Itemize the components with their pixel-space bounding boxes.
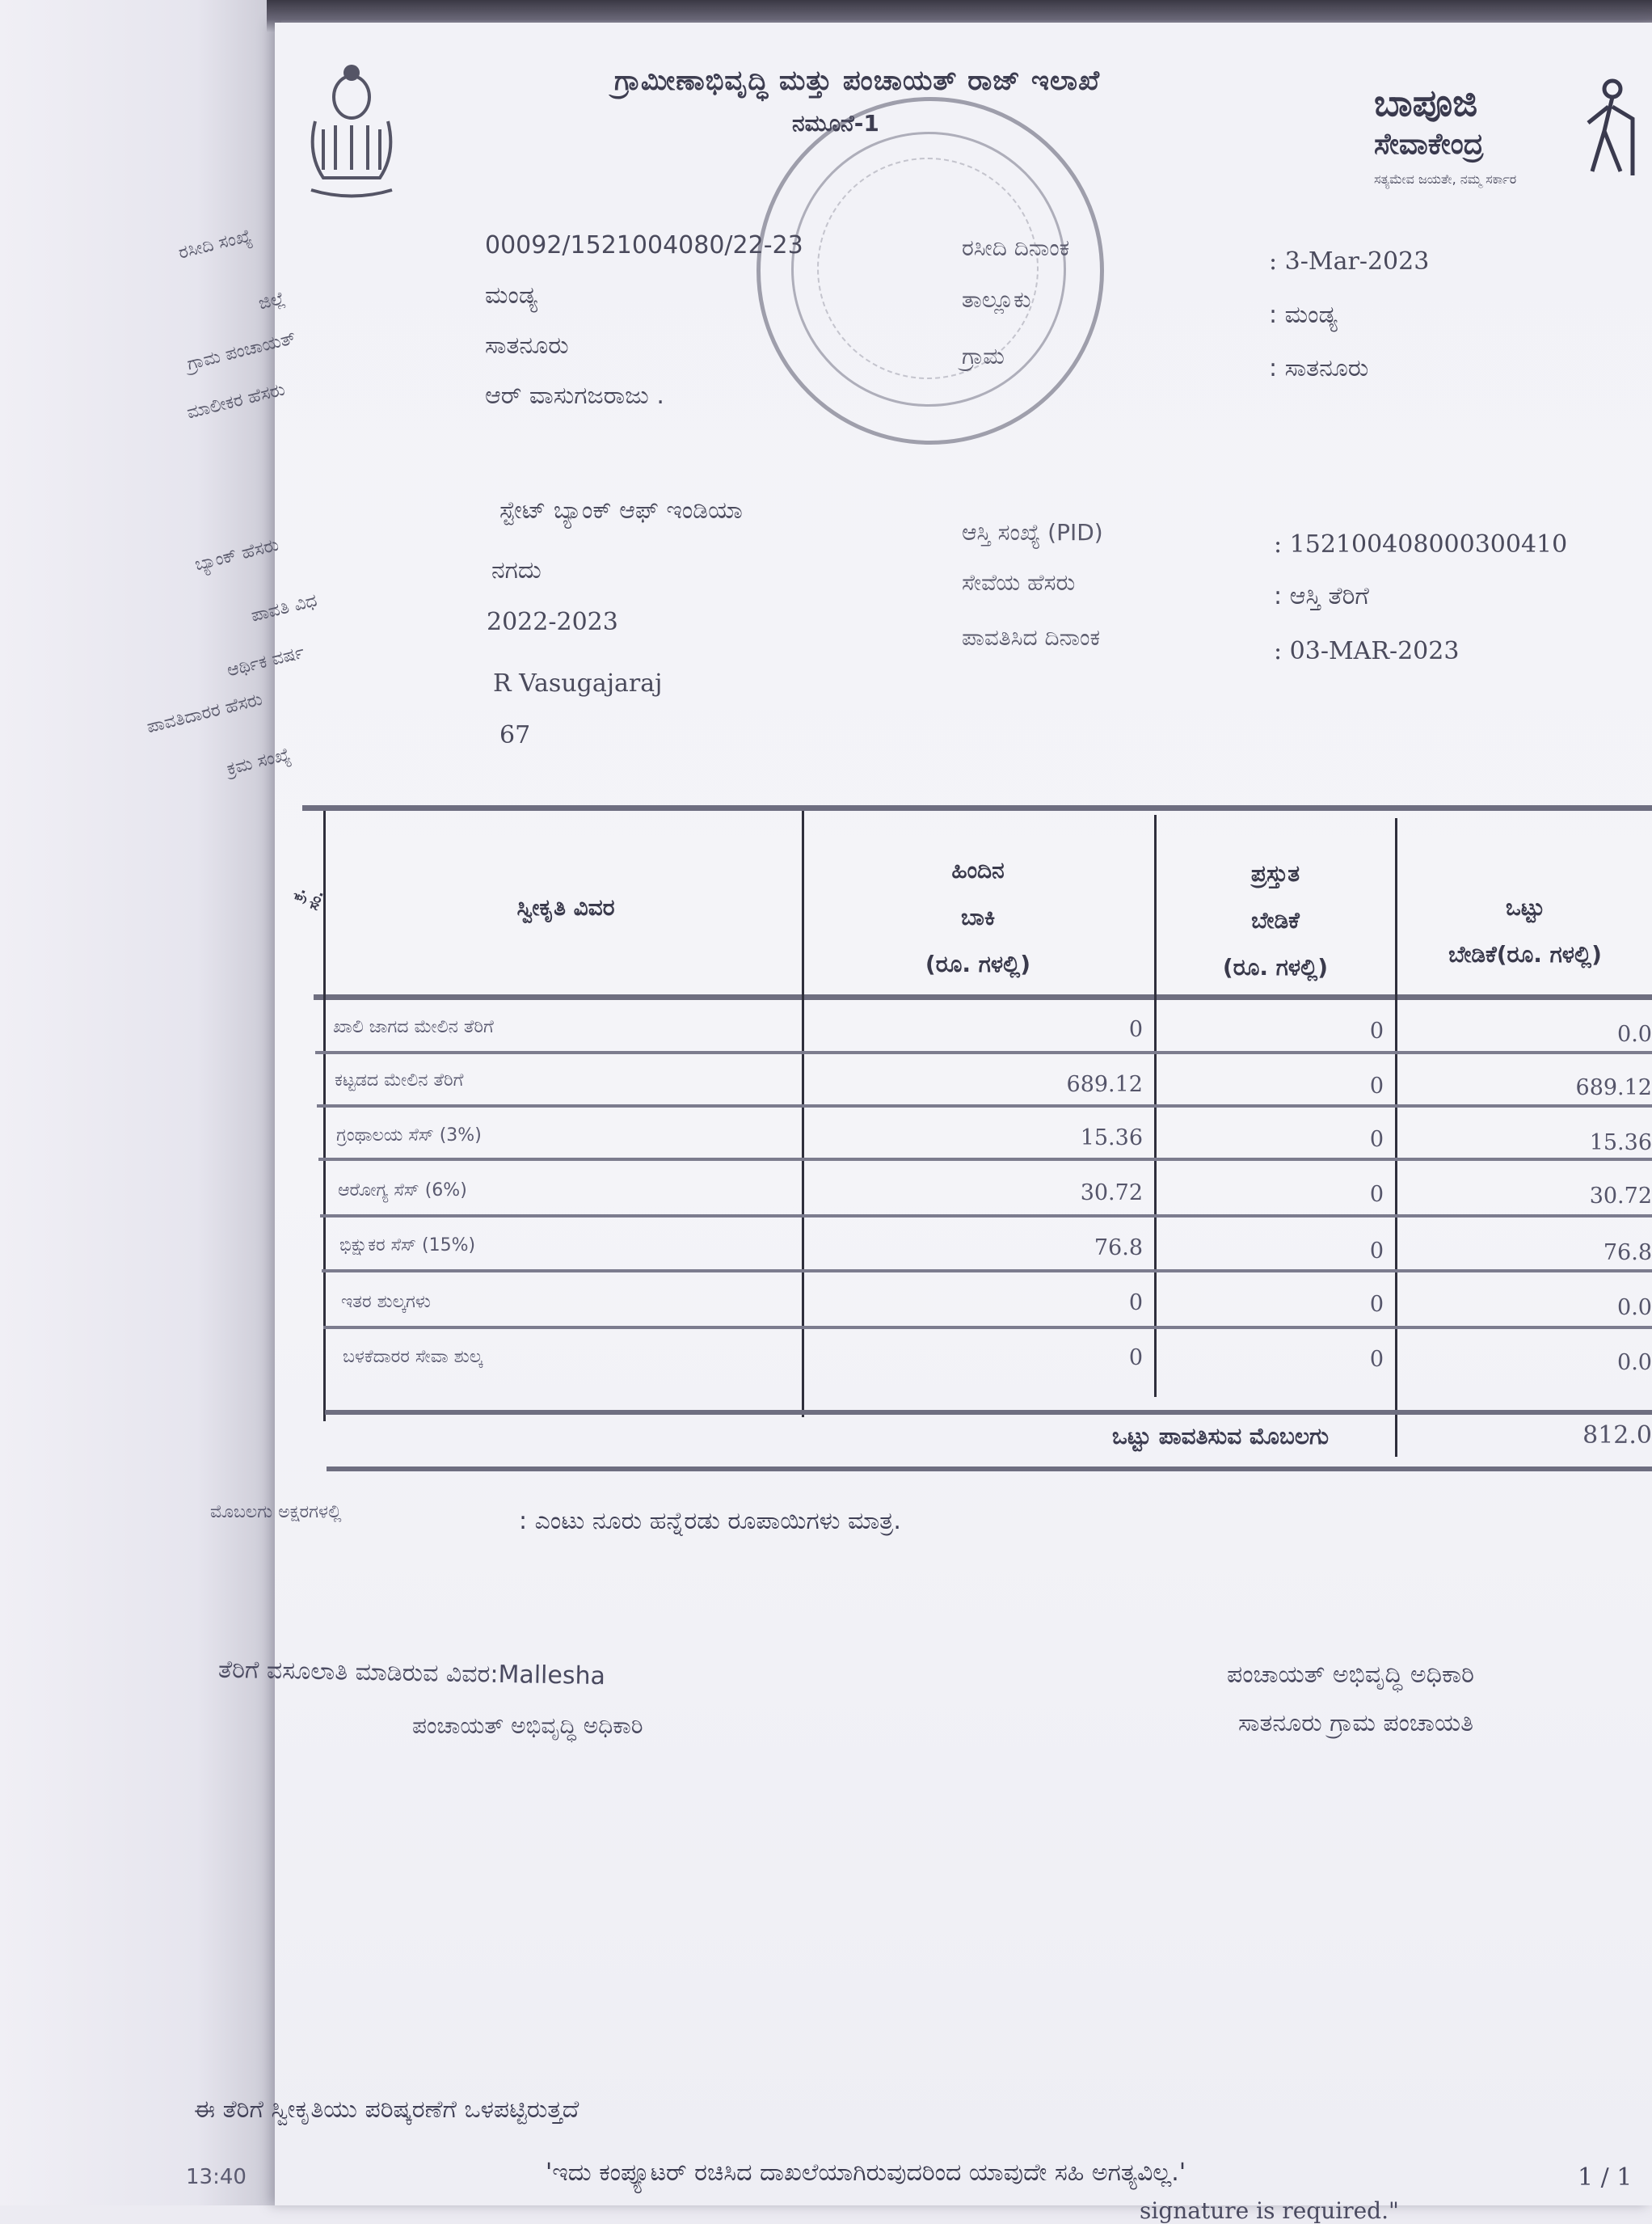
detail-label: ಗ್ರಾಮ xyxy=(962,343,1005,369)
service-name-value: : ಆಸ್ತಿ ತೆರಿಗೆ xyxy=(1274,582,1369,610)
officer-place: ಸಾತನೂರು ಗ್ರಾಮ ಪಂಚಾಯತಿ xyxy=(1238,1709,1474,1737)
row-current: 0 xyxy=(1369,1347,1384,1372)
revision-note: ಈ ತೆರಿಗೆ ಸ್ವೀಕೃತಿಯು ಪರಿಷ್ಕರಣೆಗೆ ಒಳಪಟ್ಟಿರುತ್ತದೆ xyxy=(194,2095,579,2124)
detail-label: ಗ್ರಾಮ ಪಂಚಾಯತ್ xyxy=(185,327,298,375)
receipt-page xyxy=(145,23,1652,2224)
total-payable-value: 812.0 xyxy=(1582,1421,1652,1450)
row-rule xyxy=(317,1104,1652,1108)
payment-mode-value: ನಗದು xyxy=(491,556,542,584)
detail-label: ತಾಲ್ಲೂಕು xyxy=(962,286,1031,313)
property-id-value: : 152100408000300410 xyxy=(1274,530,1568,559)
signature-note-en: signature is required." xyxy=(1140,2197,1399,2224)
row-total: 0.0 xyxy=(1617,1022,1652,1047)
table-body-bottom-rule xyxy=(325,1410,1652,1415)
detail-label: ಕ್ರಮ ಸಂಖ್ಯೆ xyxy=(225,744,293,780)
col-header-total: ಒಟ್ಟು ಬೇಡಿಕೆ(ರೂ. ಗಳಲ್ಲಿ) xyxy=(1448,894,1602,968)
payer-name-value: R Vasugajaraj xyxy=(493,669,663,698)
gram-panchayat-value: ಸಾತನೂರು xyxy=(485,331,569,360)
row-rule xyxy=(322,1269,1652,1272)
amount-words-label: ಮೊಬಲಗು ಅಕ್ಷರಗಳಲ್ಲಿ xyxy=(210,1502,342,1522)
print-time: 13:40 xyxy=(186,2165,247,2189)
row-current: 0 xyxy=(1369,1292,1384,1317)
amount-in-words: : ಎಂಟು ನೂರು ಹನ್ನೆರಡು ರೂಪಾಯಿಗಳು ಮಾತ್ರ. xyxy=(519,1507,901,1535)
detail-label: ಸೇವೆಯ ಹೆಸರು xyxy=(962,569,1076,596)
row-previous: 0 xyxy=(1128,1290,1143,1315)
row-total: 0.0 xyxy=(1617,1350,1652,1375)
row-current: 0 xyxy=(1369,1019,1384,1044)
detail-label: ಪಾವತಿಸಿದ ದಿನಾಂಕ xyxy=(962,624,1101,651)
row-rule xyxy=(318,1158,1652,1161)
computer-generated-note: 'ಇದು ಕಂಪ್ಯೂಟರ್ ರಚಿಸಿದ ದಾಖಲೆಯಾಗಿರುವುದರಿಂದ ಯಾವುದೇ ಸಹಿ ಅಗತ್ಯವಿಲ್ಲ.' xyxy=(546,2159,1186,2187)
table-bottom-rule xyxy=(327,1466,1652,1471)
district-value: ಮಂಡ್ಯ xyxy=(485,281,538,310)
row-label: ಇತರ ಶುಲ್ಕಗಳು xyxy=(341,1292,431,1312)
officer-role: ಪಂಚಾಯತ್ ಅಭಿವೃದ್ಧಿ ಅಧಿಕಾರಿ xyxy=(1227,1661,1474,1689)
receipt-date-value: : 3-Mar-2023 xyxy=(1269,247,1430,276)
taluk-value: : ಮಂಡ್ಯ xyxy=(1269,301,1338,329)
col-header-description: ಸ್ವೀಕೃತಿ ವಿವರ xyxy=(516,894,615,921)
row-rule xyxy=(315,1051,1652,1054)
logo-name: ಬಾಪೂಜಿ xyxy=(1374,81,1478,124)
state-emblem-icon xyxy=(299,49,404,202)
detail-label: ಪಾವತಿದಾರರ ಹೆಸರು xyxy=(145,689,265,738)
financial-year-value: 2022-2023 xyxy=(487,608,618,636)
detail-label: ಬ್ಯಾಂಕ್ ಹೆಸರು xyxy=(192,534,281,576)
detail-label: ರಸೀದಿ ದಿನಾಂಕ xyxy=(962,234,1070,261)
row-total: 30.72 xyxy=(1589,1184,1652,1209)
page-number: 1 / 1 xyxy=(1578,2163,1633,2192)
detail-label: ಆರ್ಥಿಕ ವರ್ಷ xyxy=(225,642,307,682)
row-previous: 15.36 xyxy=(1080,1125,1143,1150)
form-number: ನಮೂನೆ-1 xyxy=(792,110,879,137)
detail-label: ಆಸ್ತಿ ಸಂಖ್ಯೆ (PID) xyxy=(962,519,1103,546)
row-label: ಖಾಲಿ ಜಾಗದ ಮೇಲಿನ ತೆರಿಗೆ xyxy=(333,1017,494,1037)
collector-role: ಪಂಚಾಯತ್ ಅಭಿವೃದ್ಧಿ ಅಧಿಕಾರಿ xyxy=(412,1712,643,1739)
row-total: 689.12 xyxy=(1575,1075,1652,1100)
detail-label: ರಸೀದಿ ಸಂಖ್ಯೆ xyxy=(176,226,254,264)
row-current: 0 xyxy=(1369,1074,1384,1099)
row-label: ಬಳಕೆದಾರರ ಸೇವಾ ಶುಲ್ಕ xyxy=(343,1347,483,1367)
row-label: ಆರೋಗ್ಯ ಸೆಸ್ (6%) xyxy=(338,1180,467,1201)
serial-number-value: 67 xyxy=(499,721,531,749)
facing-page xyxy=(0,0,281,2205)
table-top-rule xyxy=(302,805,1652,811)
total-payable-label: ಒಟ್ಟು ಪಾವತಿಸುವ ಮೊಬಲಗು xyxy=(1112,1423,1330,1450)
col-header-previous: ಹಿಂದಿನ ಬಾಕಿ (ರೂ. ಗಳಲ್ಲಿ) xyxy=(925,857,1031,977)
row-current: 0 xyxy=(1369,1127,1384,1152)
bapuji-logo xyxy=(1374,81,1641,243)
col-header-sl: ಕ್ರ. ಸಂ. xyxy=(289,885,327,913)
logo-tagline: ಸತ್ಯಮೇವ ಜಯತೇ, ನಮ್ಮ ಸರ್ಕಾರ xyxy=(1374,171,1517,187)
detail-label: ಮಾಲೀಕರ ಹೆಸರು xyxy=(184,379,288,424)
receipt-number: 00092/1521004080/22-23 xyxy=(485,231,803,260)
row-current: 0 xyxy=(1369,1182,1384,1207)
owner-name-value: ಆರ್ ವಾಸುಗಜರಾಜು . xyxy=(485,382,664,410)
row-current: 0 xyxy=(1369,1239,1384,1264)
table-header-rule xyxy=(314,994,1652,1000)
row-previous: 0 xyxy=(1128,1345,1143,1370)
bank-name-value: ಸ್ಟೇಟ್ ಬ್ಯಾಂಕ್ ಆಫ್ ಇಂಡಿಯಾ xyxy=(499,496,743,525)
collector-details: ತೆರಿಗೆ ವಸೂಲಾತಿ ಮಾಡಿರುವ ವಿವರ:Mallesha xyxy=(217,1655,606,1691)
row-previous: 76.8 xyxy=(1094,1235,1143,1260)
row-label: ಗ್ರಂಥಾಲಯ ಸೆಸ್ (3%) xyxy=(336,1125,482,1146)
row-previous: 30.72 xyxy=(1080,1180,1143,1205)
detail-label: ಪಾವತಿ ವಿಧ xyxy=(249,590,319,627)
gandhi-figure-icon xyxy=(1568,74,1641,179)
row-total: 0.0 xyxy=(1617,1295,1652,1320)
row-total: 15.36 xyxy=(1589,1130,1652,1155)
paid-date-value: : 03-MAR-2023 xyxy=(1274,637,1460,665)
row-label: ಕಟ್ಟಡದ ಮೇಲಿನ ತೆರಿಗೆ xyxy=(335,1070,464,1091)
col-divider xyxy=(1395,818,1397,1457)
row-previous: 0 xyxy=(1128,1017,1143,1042)
department-title: ಗ್ರಾಮೀಣಾಭಿವೃದ್ಧಿ ಮತ್ತು ಪಂಚಾಯತ್ ರಾಜ್ ಇಲಾಖೆ xyxy=(614,65,1101,97)
col-header-current: ಪ್ರಸ್ತುತ ಬೇಡಿಕೆ (ರೂ. ಗಳಲ್ಲಿ) xyxy=(1222,860,1329,981)
row-label: ಭಿಕ್ಷುಕರ ಸೆಸ್ (15%) xyxy=(339,1235,476,1255)
village-value: : ಸಾತನೂರು xyxy=(1269,354,1369,382)
detail-label: ಜಿಲ್ಲೆ xyxy=(256,288,288,314)
row-previous: 689.12 xyxy=(1066,1072,1143,1097)
row-total: 76.8 xyxy=(1603,1240,1652,1265)
row-rule xyxy=(323,1326,1652,1329)
official-seal-stamp xyxy=(756,97,1104,445)
row-rule xyxy=(320,1214,1652,1218)
logo-subtitle: ಸೇವಾಕೇಂದ್ರ xyxy=(1374,128,1484,161)
